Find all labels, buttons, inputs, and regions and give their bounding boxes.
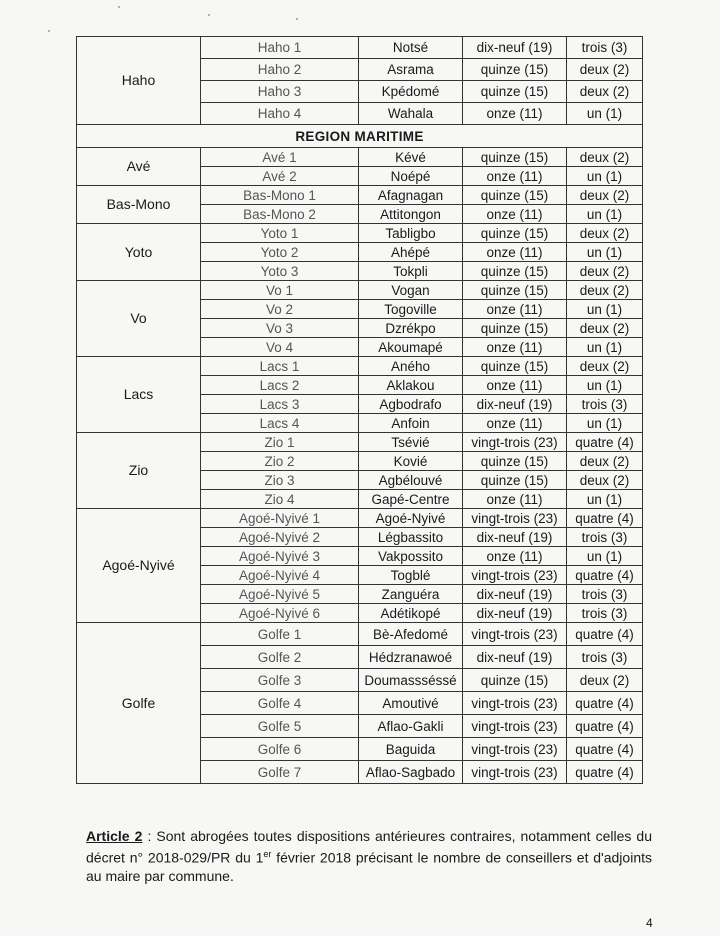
- chef-lieu: Agoé-Nyivé: [359, 509, 463, 528]
- scan-speck: [118, 6, 120, 8]
- conseillers-count: onze (11): [463, 205, 567, 224]
- prefecture-name: Lacs: [77, 357, 201, 433]
- commune-name: Yoto 3: [201, 262, 359, 281]
- prefecture-name: Zio: [77, 433, 201, 509]
- commune-name: Bas-Mono 1: [201, 186, 359, 205]
- commune-name: Yoto 1: [201, 224, 359, 243]
- chef-lieu: Togoville: [359, 300, 463, 319]
- conseillers-count: onze (11): [463, 243, 567, 262]
- communes-table-body: [77, 37, 643, 784]
- conseillers-count: quinze (15): [463, 669, 567, 692]
- chef-lieu: Tabligbo: [359, 224, 463, 243]
- conseillers-count: dix-neuf (19): [463, 37, 567, 59]
- chef-lieu: Doumassséssé: [359, 669, 463, 692]
- adjoints-count: quatre (4): [567, 715, 643, 738]
- chef-lieu: Agbélouvé: [359, 471, 463, 490]
- chef-lieu: Kpédomé: [359, 81, 463, 103]
- conseillers-count: vingt-trois (23): [463, 715, 567, 738]
- adjoints-count: deux (2): [567, 186, 643, 205]
- commune-name: Golfe 6: [201, 738, 359, 761]
- page-number: 4: [646, 916, 653, 930]
- conseillers-count: onze (11): [463, 414, 567, 433]
- chef-lieu: Gapé-Centre: [359, 490, 463, 509]
- chef-lieu: Asrama: [359, 59, 463, 81]
- chef-lieu: Kovié: [359, 452, 463, 471]
- conseillers-count: quinze (15): [463, 59, 567, 81]
- conseillers-count: onze (11): [463, 300, 567, 319]
- chef-lieu: Bè-Afedomé: [359, 623, 463, 646]
- commune-name: Vo 3: [201, 319, 359, 338]
- adjoints-count: quatre (4): [567, 433, 643, 452]
- commune-name: Agoé-Nyivé 5: [201, 585, 359, 604]
- prefecture-name: Agoé-Nyivé: [77, 509, 201, 623]
- chef-lieu: Akoumapé: [359, 338, 463, 357]
- commune-name: Zio 4: [201, 490, 359, 509]
- chef-lieu: Amoutivé: [359, 692, 463, 715]
- commune-name: Avé 1: [201, 148, 359, 167]
- scan-speck: [208, 14, 210, 16]
- conseillers-count: quinze (15): [463, 281, 567, 300]
- commune-name: Lacs 3: [201, 395, 359, 414]
- adjoints-count: deux (2): [567, 357, 643, 376]
- conseillers-count: onze (11): [463, 167, 567, 186]
- conseillers-count: dix-neuf (19): [463, 646, 567, 669]
- chef-lieu: Ahépé: [359, 243, 463, 262]
- adjoints-count: deux (2): [567, 81, 643, 103]
- table-row: [77, 623, 643, 646]
- adjoints-count: un (1): [567, 243, 643, 262]
- table-row: [77, 224, 643, 243]
- adjoints-count: quatre (4): [567, 738, 643, 761]
- commune-name: Agoé-Nyivé 6: [201, 604, 359, 623]
- adjoints-count: deux (2): [567, 452, 643, 471]
- conseillers-count: quinze (15): [463, 148, 567, 167]
- adjoints-count: un (1): [567, 205, 643, 224]
- chef-lieu: Attitongon: [359, 205, 463, 224]
- adjoints-count: quatre (4): [567, 509, 643, 528]
- commune-name: Avé 2: [201, 167, 359, 186]
- conseillers-count: quinze (15): [463, 471, 567, 490]
- article-2: [86, 827, 652, 885]
- adjoints-count: trois (3): [567, 604, 643, 623]
- conseillers-count: quinze (15): [463, 357, 567, 376]
- conseillers-count: quinze (15): [463, 262, 567, 281]
- commune-name: Vo 1: [201, 281, 359, 300]
- commune-name: Agoé-Nyivé 1: [201, 509, 359, 528]
- commune-name: Zio 3: [201, 471, 359, 490]
- adjoints-count: quatre (4): [567, 761, 643, 784]
- adjoints-count: trois (3): [567, 585, 643, 604]
- commune-name: Zio 2: [201, 452, 359, 471]
- chef-lieu: Afagnagan: [359, 186, 463, 205]
- commune-name: Golfe 7: [201, 761, 359, 784]
- region-title: REGION MARITIME: [77, 125, 643, 148]
- adjoints-count: trois (3): [567, 528, 643, 547]
- commune-name: Golfe 3: [201, 669, 359, 692]
- conseillers-count: onze (11): [463, 490, 567, 509]
- conseillers-count: dix-neuf (19): [463, 395, 567, 414]
- conseillers-count: onze (11): [463, 103, 567, 125]
- chef-lieu: Aného: [359, 357, 463, 376]
- commune-name: Golfe 4: [201, 692, 359, 715]
- commune-name: Haho 4: [201, 103, 359, 125]
- chef-lieu: Kévé: [359, 148, 463, 167]
- commune-name: Bas-Mono 2: [201, 205, 359, 224]
- prefecture-name: Golfe: [77, 623, 201, 784]
- table-row: [77, 37, 643, 59]
- chef-lieu: Aklakou: [359, 376, 463, 395]
- commune-name: Yoto 2: [201, 243, 359, 262]
- chef-lieu: Dzrékpo: [359, 319, 463, 338]
- commune-name: Haho 3: [201, 81, 359, 103]
- conseillers-count: vingt-trois (23): [463, 509, 567, 528]
- adjoints-count: deux (2): [567, 669, 643, 692]
- conseillers-count: dix-neuf (19): [463, 528, 567, 547]
- prefecture-name: Vo: [77, 281, 201, 357]
- commune-name: Lacs 4: [201, 414, 359, 433]
- chef-lieu: Vogan: [359, 281, 463, 300]
- article-label: Article 2: [86, 828, 143, 844]
- adjoints-count: quatre (4): [567, 692, 643, 715]
- chef-lieu: Agbodrafo: [359, 395, 463, 414]
- communes-table: [76, 36, 643, 784]
- commune-name: Lacs 1: [201, 357, 359, 376]
- chef-lieu: Zanguéra: [359, 585, 463, 604]
- chef-lieu: Tokpli: [359, 262, 463, 281]
- commune-name: Golfe 1: [201, 623, 359, 646]
- chef-lieu: Anfoin: [359, 414, 463, 433]
- conseillers-count: vingt-trois (23): [463, 692, 567, 715]
- conseillers-count: onze (11): [463, 547, 567, 566]
- adjoints-count: deux (2): [567, 281, 643, 300]
- adjoints-count: quatre (4): [567, 566, 643, 585]
- adjoints-count: trois (3): [567, 37, 643, 59]
- adjoints-count: trois (3): [567, 395, 643, 414]
- scan-speck: [48, 30, 50, 32]
- conseillers-count: quinze (15): [463, 186, 567, 205]
- conseillers-count: quinze (15): [463, 452, 567, 471]
- chef-lieu: Adétikopé: [359, 604, 463, 623]
- conseillers-count: onze (11): [463, 338, 567, 357]
- commune-name: Lacs 2: [201, 376, 359, 395]
- adjoints-count: un (1): [567, 338, 643, 357]
- chef-lieu: Hédzranawoé: [359, 646, 463, 669]
- conseillers-count: vingt-trois (23): [463, 761, 567, 784]
- chef-lieu: Vakpossito: [359, 547, 463, 566]
- commune-name: Agoé-Nyivé 4: [201, 566, 359, 585]
- table-row: [77, 433, 643, 452]
- conseillers-count: quinze (15): [463, 319, 567, 338]
- prefecture-name: Haho: [77, 37, 201, 125]
- chef-lieu: Notsé: [359, 37, 463, 59]
- conseillers-count: dix-neuf (19): [463, 604, 567, 623]
- prefecture-name: Bas-Mono: [77, 186, 201, 224]
- chef-lieu: Légbassito: [359, 528, 463, 547]
- commune-name: Golfe 2: [201, 646, 359, 669]
- chef-lieu: Wahala: [359, 103, 463, 125]
- table-row: [77, 186, 643, 205]
- commune-name: Zio 1: [201, 433, 359, 452]
- chef-lieu: Tsévié: [359, 433, 463, 452]
- adjoints-count: un (1): [567, 167, 643, 186]
- article-superscript: er: [263, 849, 272, 859]
- chef-lieu: Aflao-Sagbado: [359, 761, 463, 784]
- adjoints-count: deux (2): [567, 59, 643, 81]
- adjoints-count: deux (2): [567, 148, 643, 167]
- commune-name: Haho 2: [201, 59, 359, 81]
- adjoints-count: un (1): [567, 103, 643, 125]
- adjoints-count: quatre (4): [567, 623, 643, 646]
- commune-name: Agoé-Nyivé 2: [201, 528, 359, 547]
- article-text-1: : Sont abrogées toutes dispositions antérieures contraires, notamment celles du décret n° 2018-029/PR du 1: [86, 828, 652, 866]
- conseillers-count: dix-neuf (19): [463, 585, 567, 604]
- conseillers-count: vingt-trois (23): [463, 623, 567, 646]
- chef-lieu: Noépé: [359, 167, 463, 186]
- adjoints-count: un (1): [567, 547, 643, 566]
- adjoints-count: un (1): [567, 414, 643, 433]
- conseillers-count: quinze (15): [463, 81, 567, 103]
- adjoints-count: un (1): [567, 490, 643, 509]
- article-text-2: février 2018 précisant le nombre de conseillers et d'adjoints au maire par commune.: [86, 849, 652, 884]
- adjoints-count: un (1): [567, 376, 643, 395]
- region-header-row: [77, 125, 643, 148]
- commune-name: Agoé-Nyivé 3: [201, 547, 359, 566]
- commune-name: Golfe 5: [201, 715, 359, 738]
- table-row: [77, 148, 643, 167]
- adjoints-count: un (1): [567, 300, 643, 319]
- conseillers-count: vingt-trois (23): [463, 738, 567, 761]
- commune-name: Vo 2: [201, 300, 359, 319]
- commune-name: Vo 4: [201, 338, 359, 357]
- chef-lieu: Aflao-Gakli: [359, 715, 463, 738]
- conseillers-count: vingt-trois (23): [463, 566, 567, 585]
- table-row: [77, 281, 643, 300]
- table-row: [77, 509, 643, 528]
- scan-speck: [296, 18, 298, 20]
- prefecture-name: Avé: [77, 148, 201, 186]
- adjoints-count: trois (3): [567, 646, 643, 669]
- chef-lieu: Togblé: [359, 566, 463, 585]
- conseillers-count: vingt-trois (23): [463, 433, 567, 452]
- chef-lieu: Baguida: [359, 738, 463, 761]
- conseillers-count: onze (11): [463, 376, 567, 395]
- adjoints-count: deux (2): [567, 471, 643, 490]
- adjoints-count: deux (2): [567, 262, 643, 281]
- adjoints-count: deux (2): [567, 319, 643, 338]
- conseillers-count: quinze (15): [463, 224, 567, 243]
- commune-name: Haho 1: [201, 37, 359, 59]
- table-row: [77, 357, 643, 376]
- adjoints-count: deux (2): [567, 224, 643, 243]
- prefecture-name: Yoto: [77, 224, 201, 281]
